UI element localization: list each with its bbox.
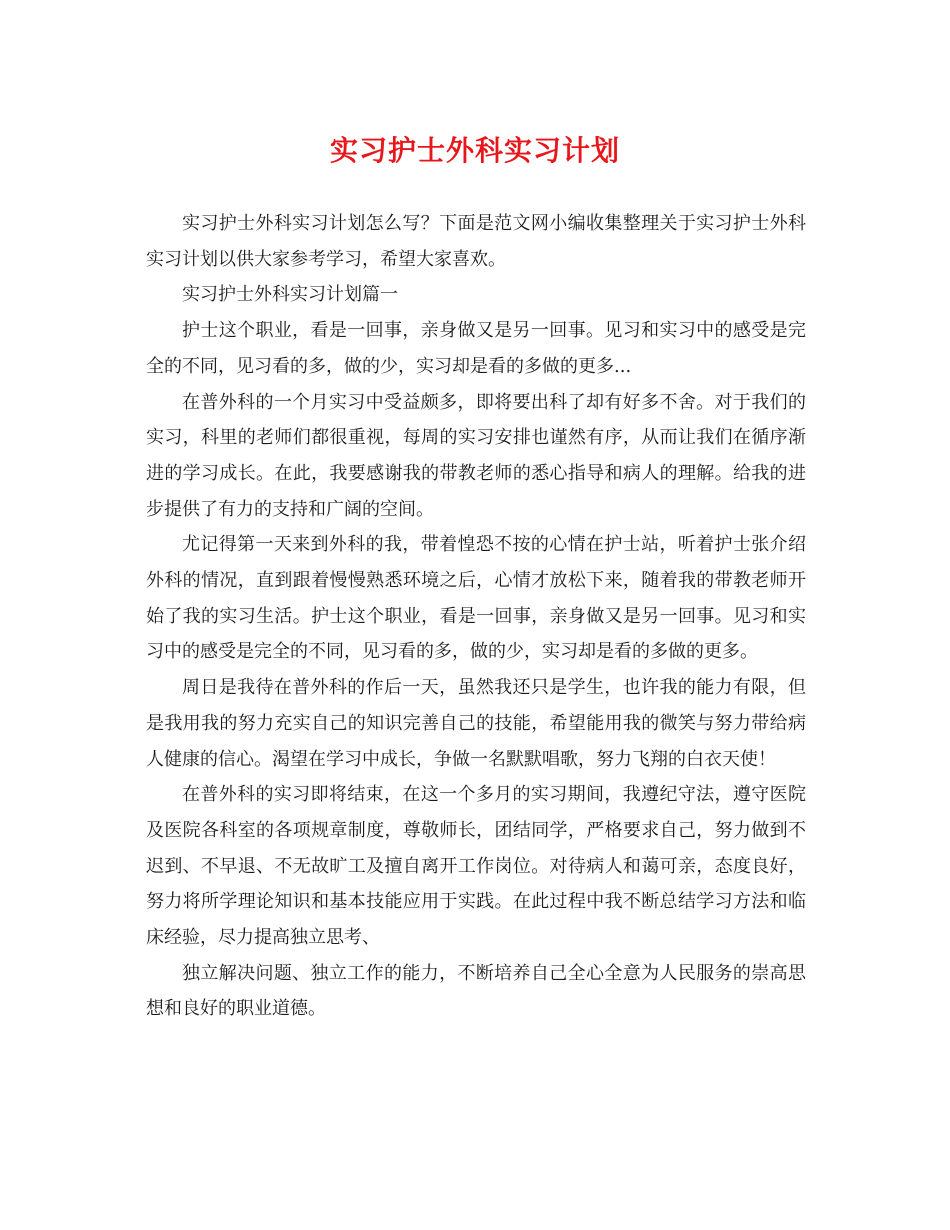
paragraph: 独立解决问题、独立工作的能力，不断培养自己全心全意为人民服务的崇高思想和良好的职业道德。 bbox=[146, 962, 806, 1020]
paragraph: 护士这个职业，看是一回事，亲身做又是另一回事。见习和实习中的感受是完全的不同，见习看的多，做的少，实习却是看的多做的更多... bbox=[146, 320, 806, 377]
document-body bbox=[146, 206, 806, 1027]
paragraph: 在普外科的实习即将结束，在这一个多月的实习期间，我遵纪守法，遵守医院及医院各科室的各项规章制度，尊敬师长，团结同学，严格要求自己，努力做到不迟到、不早退、不无故旷工及擅自离开工作岗位。对待病人和蔼可亲，态度良好，努力将所学理论知识和基本技能应用于实践。在此过程中我不断总结学习方法和临床经验，尽力提高独立思考、 bbox=[146, 784, 806, 949]
paragraph-intro: 实习护士外科实习计划怎么写？下面是范文网小编收集整理关于实习护士外科实习计划以供大家参考学习，希望大家喜欢。 bbox=[146, 213, 806, 270]
paragraph: 在普外科的一个月实习中受益颇多，即将要出科了却有好多不舍。对于我们的实习，科里的老师们都很重视，每周的实习安排也谨然有序，从而让我们在循序渐进的学习成长。在此，我要感谢我的带教老师的悉心指导和病人的理解。给我的进步提供了有力的支持和广阔的空间。 bbox=[146, 391, 806, 520]
paragraph: 尤记得第一天来到外科的我，带着惶恐不按的心情在护士站，听着护士张介绍外科的情况，直到跟着慢慢熟悉环境之后，心情才放松下来，随着我的带教老师开始了我的实习生活。护士这个职业，看是一回事，亲身做又是另一回事。见习和实习中的感受是完全的不同，见习看的多，做的少，实习却是看的多做的更多。 bbox=[146, 534, 806, 663]
paragraph: 周日是我待在普外科的作后一天，虽然我还只是学生，也许我的能力有限，但是我用我的努力充实自己的知识完善自己的技能，希望能用我的微笑与努力带给病人健康的信心。渴望在学习中成长，争做一名默默唱歌，努力飞翔的白衣天使！ bbox=[146, 677, 806, 770]
document-title: 实习护士外科实习计划 bbox=[329, 134, 620, 167]
section-heading: 实习护士外科实习计划篇一 bbox=[182, 284, 398, 306]
